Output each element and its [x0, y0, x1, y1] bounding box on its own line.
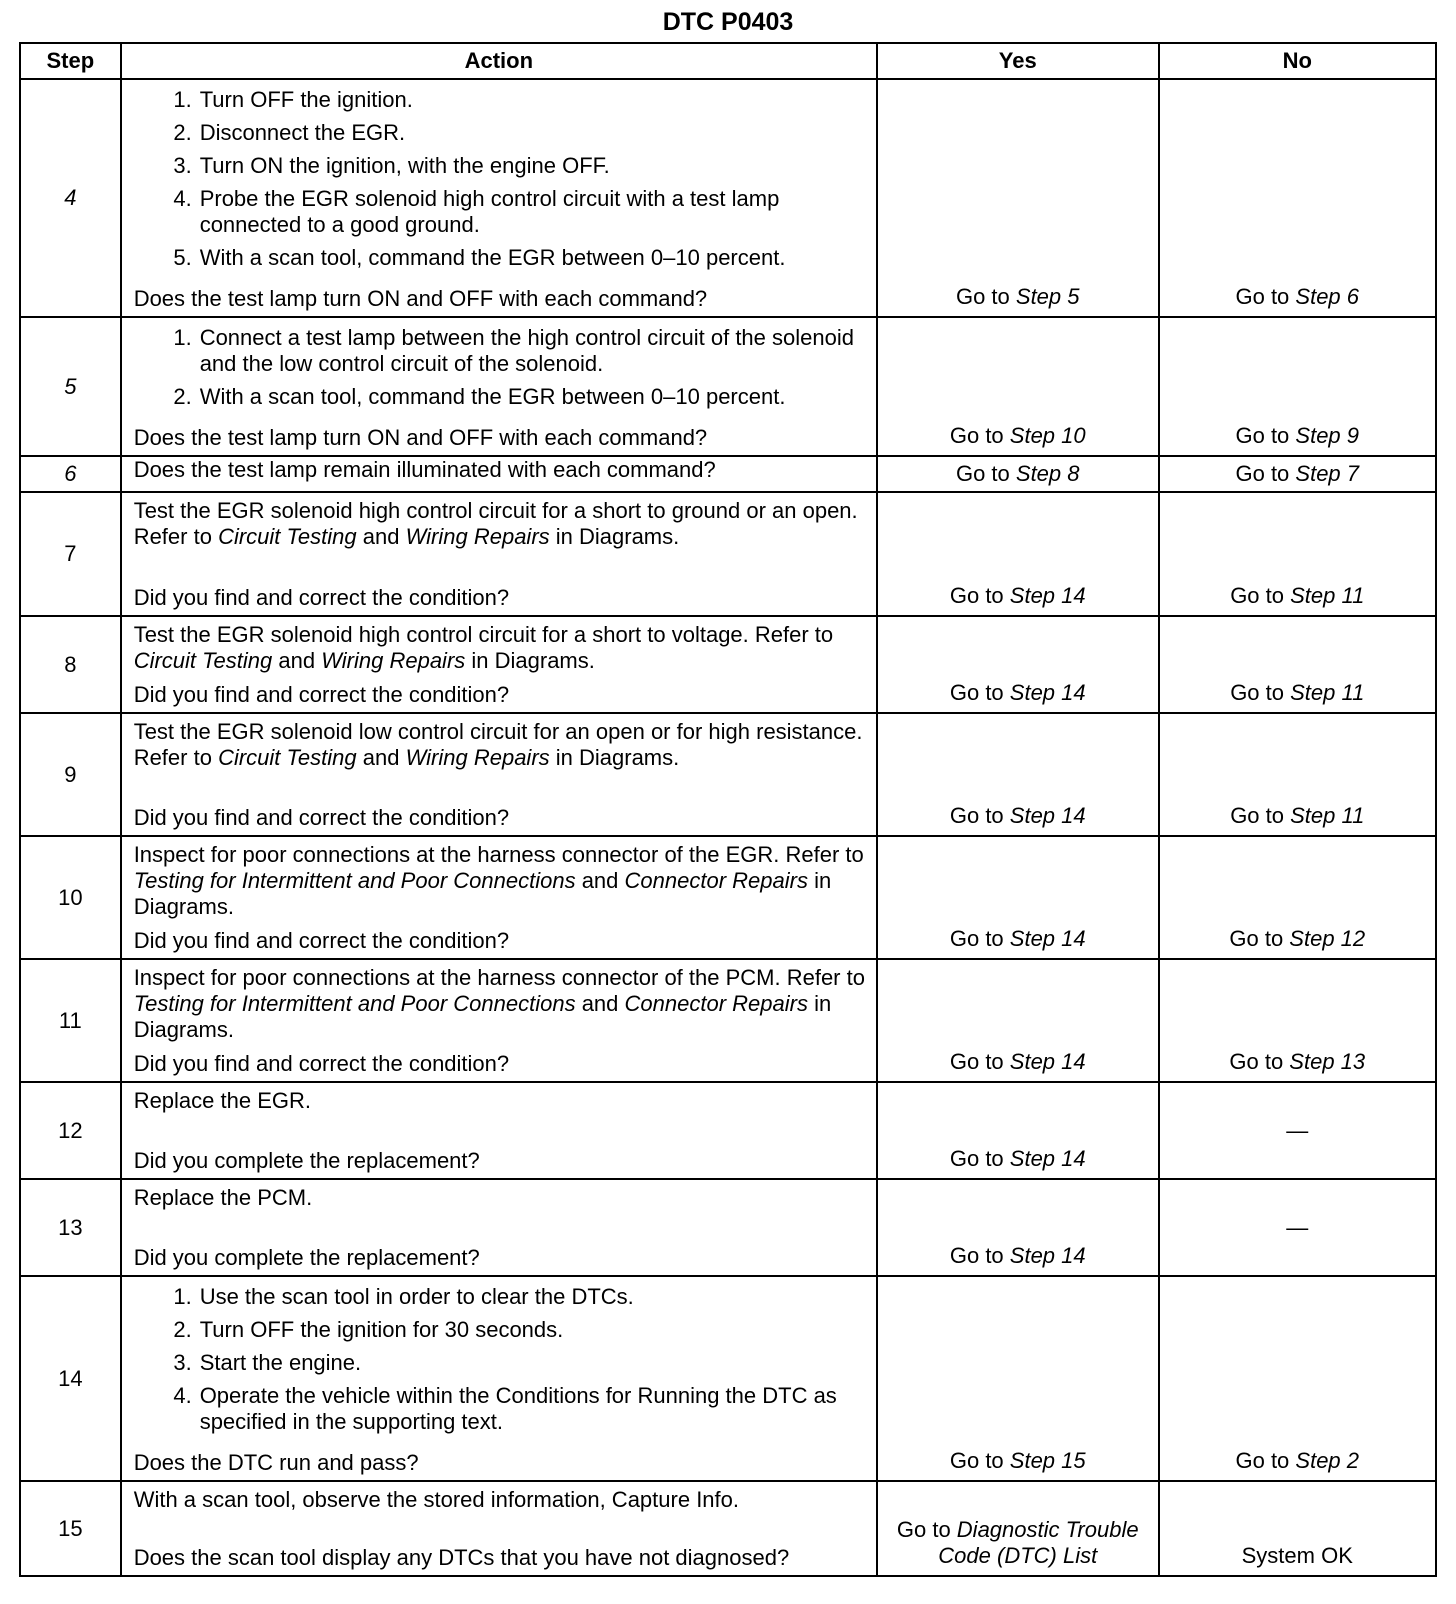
- yes-result: [877, 1179, 1159, 1276]
- action-instruction: [134, 498, 868, 550]
- action-instruction: [134, 1487, 868, 1513]
- action-step-text-segment: Use the scan tool in order to clear the DTCs.: [199, 1284, 634, 1309]
- action-cell: [121, 1481, 877, 1576]
- action-step-number: 1.: [173, 1284, 192, 1309]
- step-number: 12: [20, 1082, 121, 1179]
- step-number: 8: [20, 616, 121, 713]
- header-no: No: [1159, 43, 1436, 79]
- yes-result: [877, 456, 1159, 492]
- yes-result-segment: Go to: [955, 461, 1016, 486]
- yes-result: [877, 836, 1159, 959]
- action-step-text-segment: Connect a test lamp between the high control circuit of the solenoid and the low control circuit of the solenoid.: [199, 325, 854, 376]
- no-result-segment: Go to: [1230, 680, 1291, 705]
- yes-result: [877, 959, 1159, 1082]
- action-step-number: 1.: [173, 87, 192, 112]
- action-steps-list: [134, 322, 868, 417]
- action-instruction-segment: Circuit Testing: [133, 648, 273, 673]
- action-step-text-segment: With a scan tool, command the EGR between 0–10 percent.: [199, 384, 786, 409]
- yes-result-segment: Step 14: [1009, 926, 1086, 951]
- no-result: [1159, 317, 1436, 456]
- no-result-segment: Go to: [1230, 803, 1291, 828]
- yes-result-segment: Go to: [949, 1448, 1010, 1473]
- yes-result-segment: Diagnostic Trouble Code (DTC) List: [938, 1517, 1139, 1568]
- action-cell: [121, 836, 877, 959]
- no-result: [1159, 1179, 1436, 1276]
- action-step-text: [200, 120, 868, 146]
- action-instruction-segment: and: [356, 745, 406, 770]
- action-question: Did you find and correct the condition?: [133, 585, 510, 610]
- no-result: [1159, 492, 1436, 616]
- action-step-text-segment: Probe the EGR solenoid high control circuit with a test lamp connected to a good ground.: [199, 186, 780, 237]
- action-step-number: 3.: [173, 1350, 192, 1375]
- action-instruction: [134, 1088, 868, 1114]
- action-step-item: [134, 87, 868, 113]
- action-instruction: [134, 622, 868, 674]
- action-step-text: [200, 245, 868, 271]
- action-instruction-segment: Testing for Intermittent and Poor Connections: [133, 868, 576, 893]
- yes-result-segment: Go to: [949, 803, 1010, 828]
- header-row: [20, 43, 1436, 79]
- action-step-number: 2.: [173, 384, 192, 409]
- action-instruction-segment: and: [272, 648, 322, 673]
- step-number: 13: [20, 1179, 121, 1276]
- action-step-item: [134, 245, 868, 271]
- yes-result: [877, 79, 1159, 317]
- action-cell: [121, 616, 877, 713]
- action-step-item: [134, 1284, 868, 1310]
- table-row: [20, 713, 1436, 836]
- table-row: [20, 492, 1436, 616]
- no-result-segment: Step 11: [1290, 583, 1365, 608]
- action-question: Does the test lamp turn ON and OFF with each command?: [133, 286, 708, 311]
- step-number: 11: [20, 959, 121, 1082]
- table-row: [20, 1179, 1436, 1276]
- action-question: Did you find and correct the condition?: [133, 682, 510, 707]
- yes-result-segment: Step 15: [1009, 1448, 1086, 1473]
- action-instruction-segment: Wiring Repairs: [405, 745, 550, 770]
- action-instruction-segment: and: [575, 868, 625, 893]
- action-step-item: [134, 1317, 868, 1343]
- action-instruction-segment: Connector Repairs: [624, 991, 808, 1016]
- action-question: Does the test lamp remain illuminated with each command?: [133, 457, 716, 482]
- yes-result-segment: Step 14: [1009, 1049, 1086, 1074]
- yes-result-segment: Step 14: [1009, 1146, 1086, 1171]
- no-result-segment: Go to: [1235, 461, 1296, 486]
- yes-result-segment: Go to: [949, 680, 1010, 705]
- action-instruction-segment: Test the EGR solenoid high control circuit for a short to ground or an open. Refer to: [133, 498, 858, 549]
- action-question: Does the scan tool display any DTCs that you have not diagnosed?: [133, 1545, 790, 1570]
- no-result-segment: Go to: [1230, 583, 1291, 608]
- yes-result-segment: Go to: [955, 284, 1016, 309]
- no-result-segment: Go to: [1235, 423, 1296, 448]
- action-instruction-segment: Test the EGR solenoid low control circuit for an open or for high resistance. Refer to: [133, 719, 863, 770]
- action-instruction-segment: Circuit Testing: [218, 524, 357, 549]
- page-title: DTC P0403: [662, 8, 794, 36]
- action-step-text: [200, 325, 868, 377]
- yes-result-segment: Go to: [949, 583, 1010, 608]
- no-result-segment: —: [1286, 1214, 1309, 1240]
- action-steps-list: [134, 1281, 868, 1442]
- action-instruction-segment: Inspect for poor connections at the harness connector of the EGR. Refer to: [133, 842, 864, 867]
- table-body: [20, 79, 1436, 1576]
- action-question: Did you complete the replacement?: [133, 1245, 480, 1270]
- yes-result: [877, 1481, 1159, 1576]
- no-result: [1159, 79, 1436, 317]
- table-row: [20, 1481, 1436, 1576]
- no-result: [1159, 836, 1436, 959]
- action-step-text: [200, 384, 868, 410]
- yes-result-segment: Go to: [949, 1146, 1010, 1171]
- action-step-item: [134, 1350, 868, 1376]
- yes-result-segment: Go to: [949, 423, 1010, 448]
- table-row: [20, 836, 1436, 959]
- yes-result-segment: Go to: [949, 1049, 1010, 1074]
- yes-result: [877, 1082, 1159, 1179]
- step-number: 6: [20, 456, 121, 492]
- action-instruction: [134, 965, 868, 1043]
- step-number: 14: [20, 1276, 121, 1481]
- yes-result-segment: Step 5: [1015, 284, 1080, 309]
- action-instruction-segment: Connector Repairs: [624, 868, 808, 893]
- header-step: Step: [20, 43, 121, 79]
- no-result-segment: Go to: [1229, 1049, 1290, 1074]
- action-step-number: 4.: [173, 186, 192, 211]
- action-cell: [121, 1179, 877, 1276]
- table-row: [20, 79, 1436, 317]
- step-number: 4: [20, 79, 121, 317]
- action-step-text-segment: Turn ON the ignition, with the engine OFF.: [199, 153, 610, 178]
- yes-result: [877, 1276, 1159, 1481]
- action-cell: [121, 79, 877, 317]
- step-number: 9: [20, 713, 121, 836]
- yes-result-segment: Step 14: [1009, 680, 1086, 705]
- action-step-text-segment: Turn OFF the ignition.: [199, 87, 413, 112]
- action-question: Did you complete the replacement?: [133, 1148, 480, 1173]
- action-instruction-segment: in Diagrams.: [549, 745, 680, 770]
- action-step-number: 5.: [173, 245, 192, 270]
- action-instruction-segment: Test the EGR solenoid high control circuit for a short to voltage. Refer to: [133, 622, 834, 647]
- action-step-text: [200, 1317, 868, 1343]
- action-step-number: 3.: [173, 153, 192, 178]
- action-instruction-segment: Inspect for poor connections at the harness connector of the PCM. Refer to: [133, 965, 865, 990]
- no-result-segment: System OK: [1241, 1543, 1353, 1568]
- yes-result-segment: Step 14: [1009, 803, 1086, 828]
- no-result-segment: —: [1286, 1117, 1309, 1143]
- action-step-item: [134, 186, 868, 238]
- action-cell: [121, 713, 877, 836]
- action-instruction-segment: Circuit Testing: [218, 745, 357, 770]
- header-action: Action: [121, 43, 877, 79]
- yes-result-segment: Step 14: [1009, 1243, 1086, 1268]
- action-instruction-segment: Testing for Intermittent and Poor Connections: [133, 991, 576, 1016]
- action-cell: [121, 492, 877, 616]
- no-result-segment: Step 7: [1295, 461, 1360, 486]
- action-step-item: [134, 384, 868, 410]
- no-result: [1159, 1276, 1436, 1481]
- no-result-segment: Step 11: [1290, 803, 1365, 828]
- diagnostic-table: [19, 42, 1437, 1577]
- yes-result: [877, 713, 1159, 836]
- action-question: Did you find and correct the condition?: [133, 1051, 510, 1076]
- table-row: [20, 616, 1436, 713]
- no-result: [1159, 713, 1436, 836]
- no-result: [1159, 616, 1436, 713]
- action-instruction-segment: Replace the EGR.: [133, 1088, 311, 1113]
- action-question: Did you find and correct the condition?: [133, 928, 510, 953]
- action-step-text: [200, 153, 868, 179]
- action-steps-list: [134, 84, 868, 278]
- no-result-segment: Go to: [1229, 926, 1290, 951]
- action-cell: [121, 1082, 877, 1179]
- action-step-item: [134, 120, 868, 146]
- no-result-segment: Step 9: [1295, 423, 1360, 448]
- no-result-segment: Step 11: [1290, 680, 1365, 705]
- no-result: [1159, 456, 1436, 492]
- step-number: 7: [20, 492, 121, 616]
- table-row: [20, 959, 1436, 1082]
- action-instruction: [134, 842, 868, 920]
- action-step-text: [200, 1350, 868, 1376]
- no-result-segment: Go to: [1235, 1448, 1296, 1473]
- action-instruction-segment: in Diagrams.: [133, 991, 832, 1042]
- action-step-item: [134, 325, 868, 377]
- table-row: [20, 456, 1436, 492]
- action-cell: [121, 317, 877, 456]
- action-instruction-segment: in Diagrams.: [549, 524, 680, 549]
- action-step-text-segment: With a scan tool, command the EGR between 0–10 percent.: [199, 245, 786, 270]
- no-result: [1159, 959, 1436, 1082]
- action-step-text: [200, 1383, 868, 1435]
- action-instruction: [134, 1185, 868, 1211]
- no-result-segment: Step 13: [1289, 1049, 1366, 1074]
- header-yes: Yes: [877, 43, 1159, 79]
- action-step-number: 2.: [173, 1317, 192, 1342]
- action-instruction-segment: Wiring Repairs: [321, 648, 466, 673]
- action-question: Did you find and correct the condition?: [133, 805, 510, 830]
- action-step-item: [134, 153, 868, 179]
- action-question: Does the DTC run and pass?: [133, 1450, 419, 1475]
- step-number: 15: [20, 1481, 121, 1576]
- no-result-segment: Step 12: [1289, 926, 1366, 951]
- no-result: [1159, 1082, 1436, 1179]
- step-number: 5: [20, 317, 121, 456]
- action-cell: [121, 456, 877, 492]
- table-row: [20, 1082, 1436, 1179]
- no-result: [1159, 1481, 1436, 1576]
- action-question: Does the test lamp turn ON and OFF with each command?: [133, 425, 708, 450]
- yes-result-segment: Go to: [896, 1517, 957, 1542]
- action-step-text: [200, 186, 868, 238]
- step-number: 10: [20, 836, 121, 959]
- action-step-number: 2.: [173, 120, 192, 145]
- yes-result-segment: Step 14: [1009, 583, 1086, 608]
- yes-result: [877, 317, 1159, 456]
- table-row: [20, 317, 1436, 456]
- yes-result-segment: Step 10: [1009, 423, 1086, 448]
- action-step-text-segment: Start the engine.: [199, 1350, 362, 1375]
- yes-result-segment: Step 8: [1015, 461, 1080, 486]
- yes-result-segment: Go to: [949, 1243, 1010, 1268]
- action-instruction: [134, 719, 868, 771]
- action-step-text-segment: Turn OFF the ignition for 30 seconds.: [199, 1317, 564, 1342]
- yes-result-segment: Go to: [949, 926, 1010, 951]
- yes-result: [877, 492, 1159, 616]
- action-instruction-segment: in Diagrams.: [465, 648, 595, 673]
- action-instruction-segment: in Diagrams.: [133, 868, 832, 919]
- yes-result: [877, 616, 1159, 713]
- action-cell: [121, 959, 877, 1082]
- action-instruction-segment: and: [575, 991, 625, 1016]
- no-result-segment: Step 6: [1295, 284, 1360, 309]
- action-instruction-segment: Replace the PCM.: [133, 1185, 313, 1210]
- action-step-text: [200, 87, 868, 113]
- action-step-number: 1.: [173, 325, 192, 350]
- action-step-number: 4.: [173, 1383, 192, 1408]
- no-result-segment: Go to: [1235, 284, 1296, 309]
- table-row: [20, 1276, 1436, 1481]
- no-result-segment: Step 2: [1295, 1448, 1360, 1473]
- action-instruction-segment: Wiring Repairs: [405, 524, 550, 549]
- action-step-text-segment: Operate the vehicle within the Conditions for Running the DTC as specified in the supporting text.: [199, 1383, 837, 1434]
- action-step-item: [134, 1383, 868, 1435]
- action-cell: [121, 1276, 877, 1481]
- action-instruction-segment: With a scan tool, observe the stored information, Capture Info.: [133, 1487, 739, 1512]
- action-instruction-segment: and: [356, 524, 406, 549]
- action-step-text: [200, 1284, 868, 1310]
- action-step-text-segment: Disconnect the EGR.: [199, 120, 406, 145]
